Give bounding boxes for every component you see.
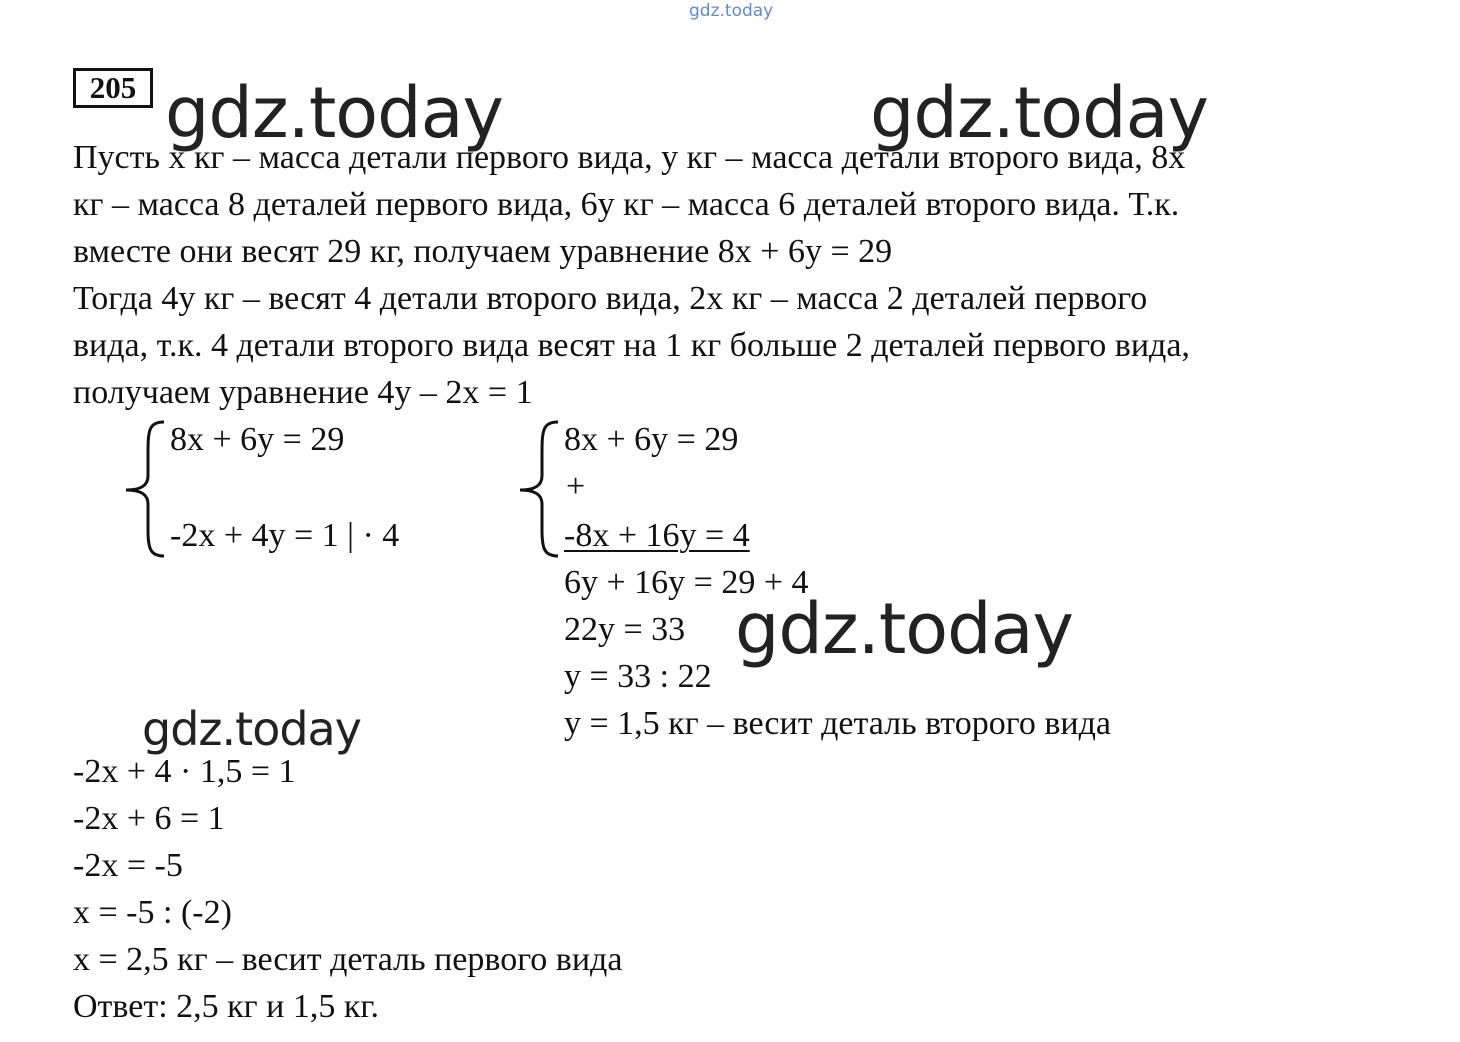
left-system-eq1: 8х + 6у = 29 xyxy=(170,421,345,458)
solve-x-line-5: х = 2,5 кг – весит деталь первого вида xyxy=(73,941,623,978)
solve-x-line-2: -2х + 6 = 1 xyxy=(73,800,225,837)
watermark-large-1: gdz.today xyxy=(165,72,503,154)
right-system-eq1: 8х + 6у = 29 xyxy=(564,421,739,458)
watermark-top: gdz.today xyxy=(689,1,774,21)
problem-number: 205 xyxy=(73,68,153,108)
paragraph-line-5: вида, т.к. 4 детали второго вида весят на 1 кг больше 2 деталей первого вида, xyxy=(73,327,1190,364)
right-system-plus: + xyxy=(566,468,586,505)
solve-y-line-3: у = 33 : 22 xyxy=(564,658,712,695)
paragraph-line-2: кг – масса 8 деталей первого вида, 6у кг – масса 6 деталей второго вида. Т.к. xyxy=(73,186,1180,223)
solve-x-line-1: -2х + 4 · 1,5 = 1 xyxy=(73,753,296,790)
answer-line: Ответ: 2,5 кг и 1,5 кг. xyxy=(73,988,379,1025)
solve-x-line-3: -2х = -5 xyxy=(73,847,183,884)
watermark-large-3: gdz.today xyxy=(735,588,1073,670)
paragraph-line-4: Тогда 4у кг – весят 4 детали второго вида, 2х кг – масса 2 деталей первого xyxy=(73,280,1148,317)
solve-y-line-4: у = 1,5 кг – весит деталь второго вида xyxy=(564,705,1111,742)
left-system-brace xyxy=(122,420,168,560)
solve-x-line-4: х = -5 : (-2) xyxy=(73,894,232,931)
watermark-small: gdz.today xyxy=(142,702,361,756)
right-system-eq2: -8х + 16у = 4 xyxy=(564,517,750,554)
right-system-brace xyxy=(516,420,562,560)
solve-y-line-1: 6у + 16у = 29 + 4 xyxy=(564,564,809,601)
watermark-large-2: gdz.today xyxy=(870,72,1208,154)
paragraph-line-6: получаем уравнение 4у – 2х = 1 xyxy=(73,374,533,411)
paragraph-line-1: Пусть х кг – масса детали первого вида, у кг – масса детали второго вида, 8х xyxy=(73,139,1186,176)
solve-y-line-2: 22у = 33 xyxy=(564,611,686,648)
left-system-eq2: -2х + 4у = 1 | · 4 xyxy=(170,517,400,554)
paragraph-line-3: вместе они весят 29 кг, получаем уравнение 8х + 6у = 29 xyxy=(73,233,893,270)
